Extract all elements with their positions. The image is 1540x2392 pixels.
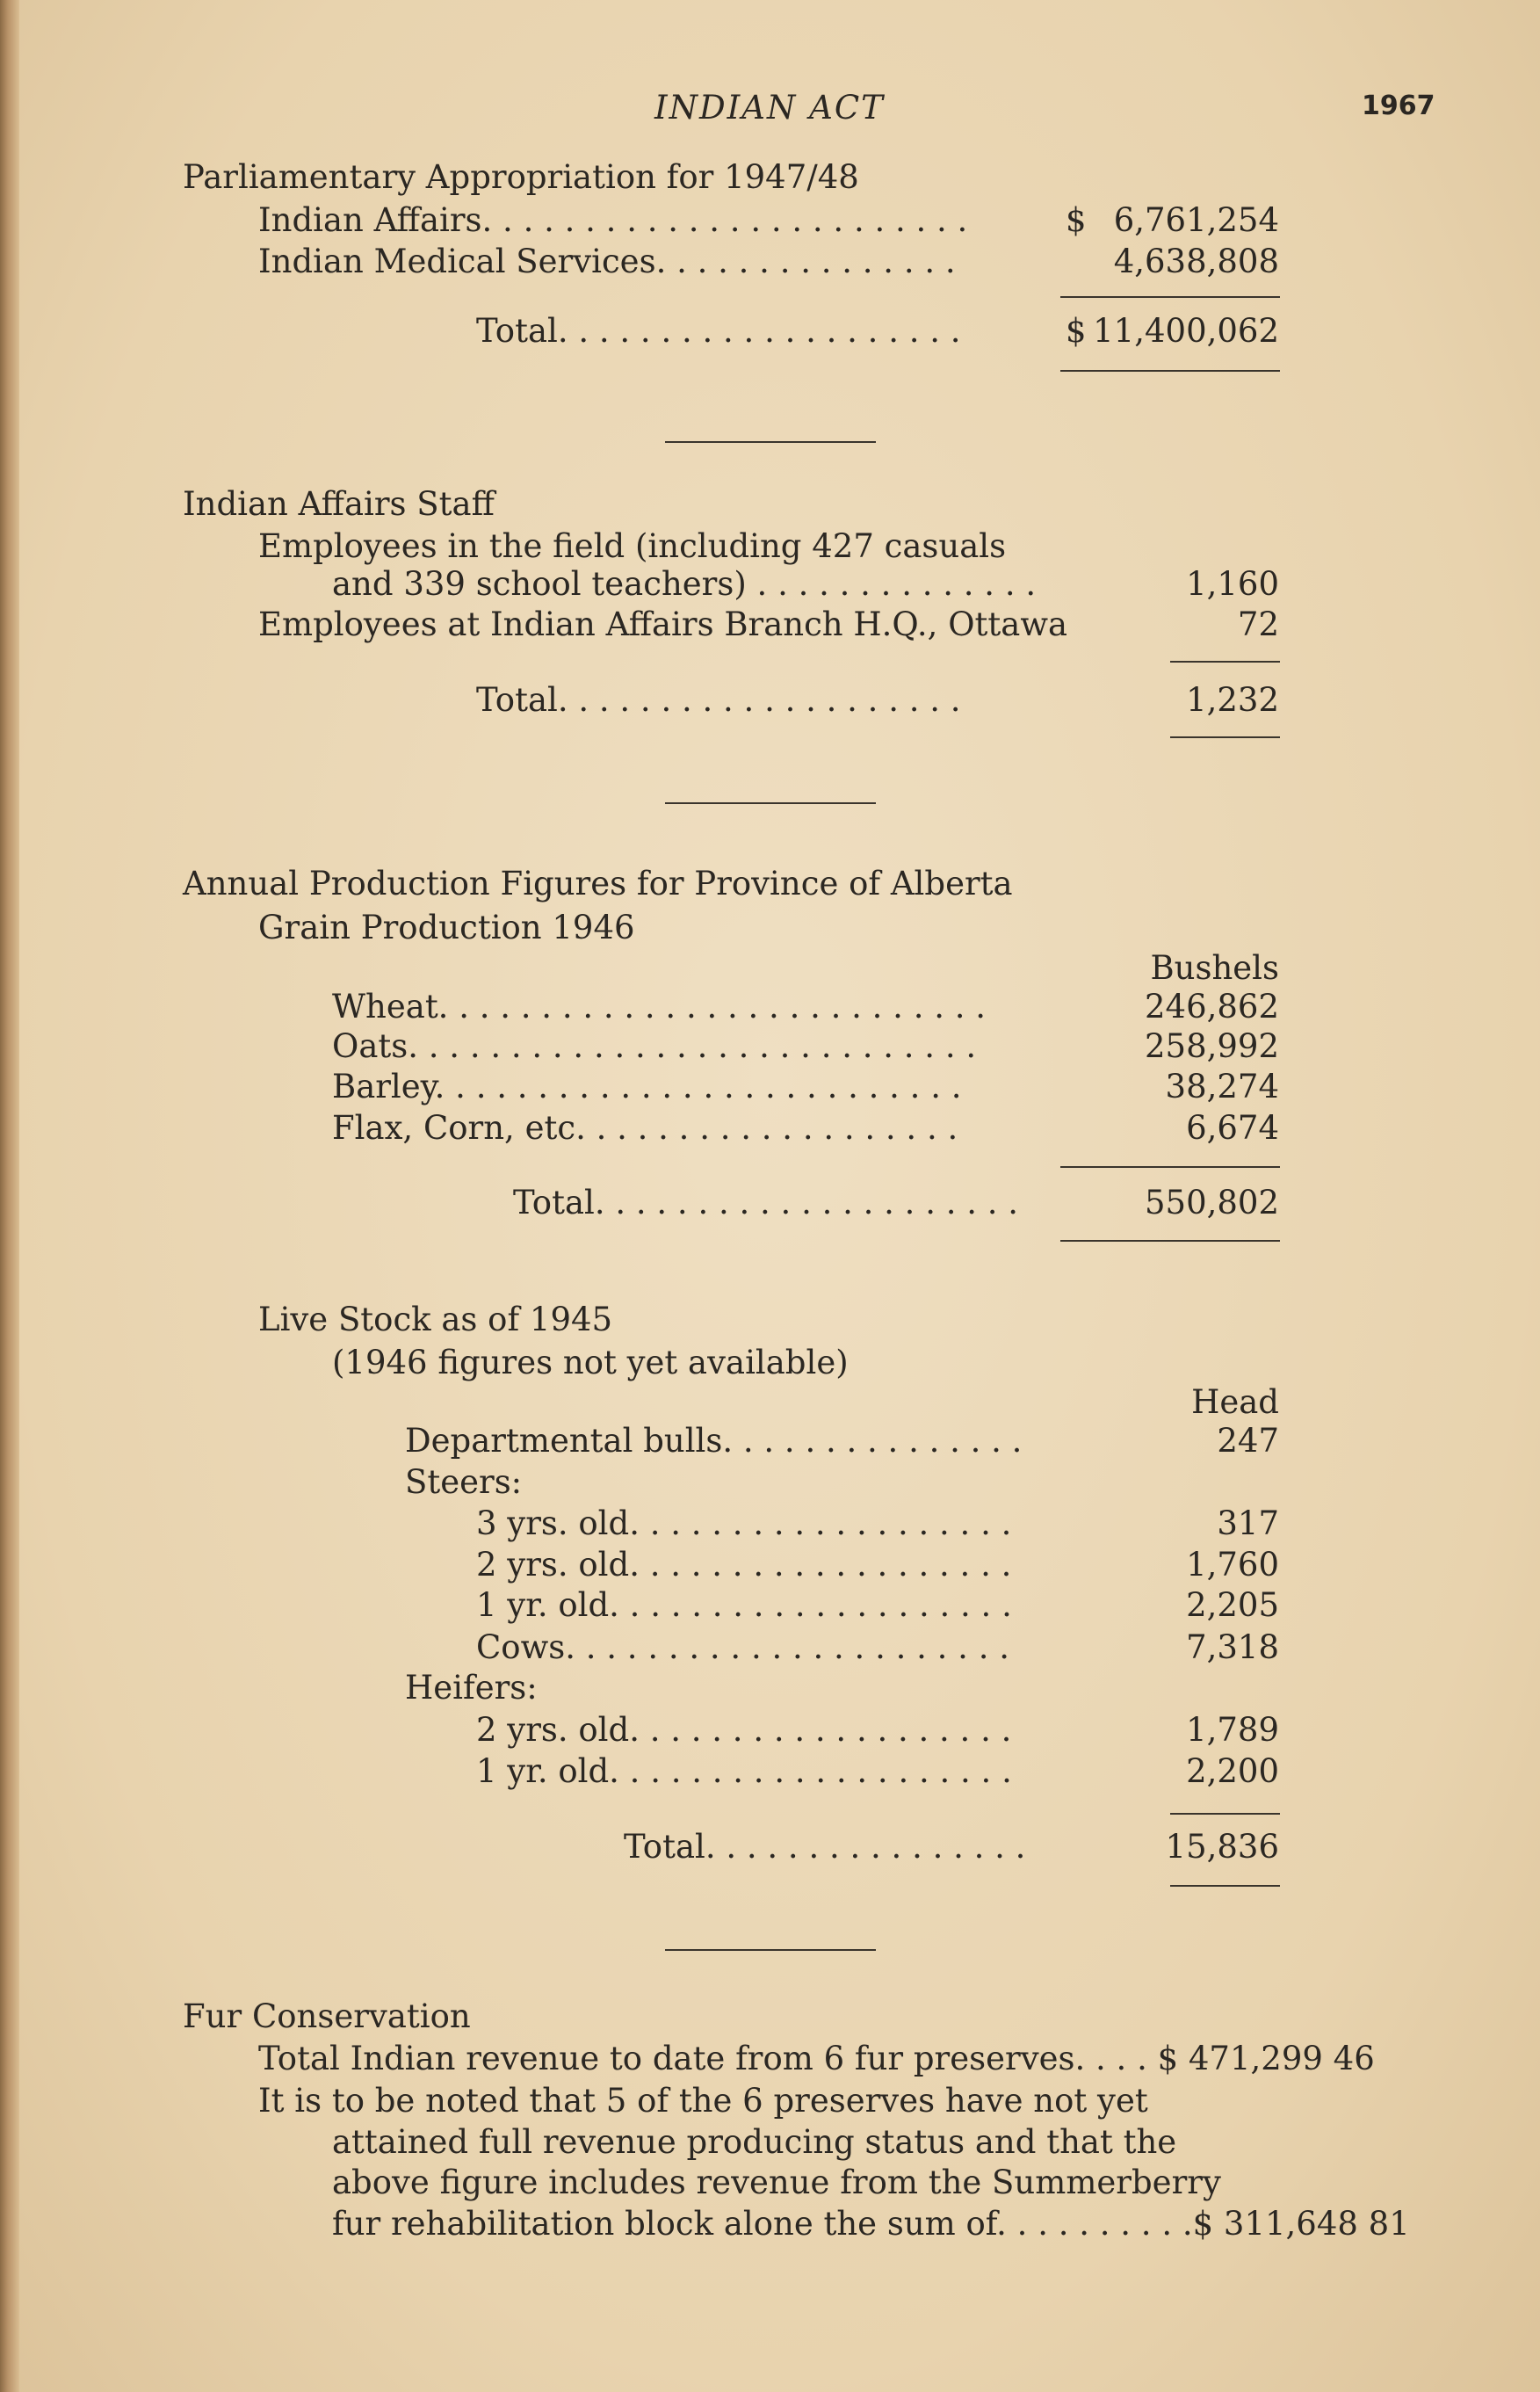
appropriation-row-value: 4,638,808 xyxy=(1113,243,1279,280)
livestock-subtitle: (1946 figures not yet available) xyxy=(332,1344,849,1381)
staff-field-label-cont: and 339 school teachers) . . . . . . . . . . . . . . xyxy=(332,565,1037,603)
grain-row-value: 6,674 xyxy=(1186,1109,1279,1147)
fur-line: above figure includes revenue from the Summerberry xyxy=(332,2164,1221,2201)
page-number: 1967 xyxy=(1362,91,1435,121)
section-separator xyxy=(665,802,876,804)
appropriation-title: Parliamentary Appropriation for 1947/48 xyxy=(183,158,859,196)
fur-line: Total Indian revenue to date from 6 fur preserves. . . . $ 471,299 46 xyxy=(258,2040,1375,2077)
heifers-heading: Heifers: xyxy=(405,1669,538,1707)
total-label: Total. . . . . . . . . . . . . . . . . . . . xyxy=(476,312,961,350)
total-rule xyxy=(1170,1813,1280,1815)
section-separator xyxy=(665,441,876,443)
livestock-row-label: Cows. . . . . . . . . . . . . . . . . . . . . . xyxy=(476,1628,1009,1666)
total-value: 11,400,062 xyxy=(1093,312,1279,350)
unit-heading: Bushels xyxy=(1150,949,1279,987)
total-underline xyxy=(1060,370,1280,372)
fur-title: Fur Conservation xyxy=(183,1997,471,2035)
livestock-row-label: 2 yrs. old. . . . . . . . . . . . . . . . . . . xyxy=(476,1546,1012,1584)
total-label: Total. . . . . . . . . . . . . . . . xyxy=(624,1828,1026,1866)
total-rule xyxy=(1170,661,1280,663)
total-underline xyxy=(1060,1240,1280,1242)
livestock-row-label: 2 yrs. old. . . . . . . . . . . . . . . . . . . xyxy=(476,1711,1012,1749)
staff-hq-value: 72 xyxy=(1237,605,1279,643)
livestock-row-value: 7,318 xyxy=(1186,1628,1279,1666)
unit-heading: Head xyxy=(1191,1383,1279,1421)
livestock-row-value: 317 xyxy=(1217,1504,1279,1542)
running-title: INDIAN ACT xyxy=(654,89,885,127)
livestock-row-label: 3 yrs. old. . . . . . . . . . . . . . . . . . . xyxy=(476,1504,1012,1542)
total-label: Total. . . . . . . . . . . . . . . . . . . . . xyxy=(513,1184,1019,1221)
total-label: Total. . . . . . . . . . . . . . . . . . . . xyxy=(476,681,961,719)
production-title: Annual Production Figures for Province of Alberta xyxy=(183,865,1013,902)
total-value: 1,232 xyxy=(1186,681,1279,719)
grain-row-label: Barley. . . . . . . . . . . . . . . . . . . . . . . . . . xyxy=(332,1068,962,1105)
staff-field-value: 1,160 xyxy=(1186,565,1279,603)
livestock-row-label: Departmental bulls. . . . . . . . . . . . . . . xyxy=(405,1422,1023,1460)
appropriation-row-value: 6,761,254 xyxy=(1113,201,1279,239)
fur-line: attained full revenue producing status and that the xyxy=(332,2123,1177,2161)
total-underline xyxy=(1170,736,1280,738)
total-value: 550,802 xyxy=(1144,1184,1279,1221)
livestock-row-value: 2,200 xyxy=(1186,1752,1279,1790)
total-value: 15,836 xyxy=(1165,1828,1279,1866)
staff-title: Indian Affairs Staff xyxy=(183,485,495,523)
grain-row-value: 38,274 xyxy=(1165,1068,1279,1105)
fur-line: It is to be noted that 5 of the 6 preserves have not yet xyxy=(258,2082,1148,2120)
livestock-row-value: 247 xyxy=(1217,1422,1279,1460)
livestock-row-value: 1,760 xyxy=(1186,1546,1279,1584)
steers-heading: Steers: xyxy=(405,1463,523,1501)
livestock-row-label: 1 yr. old. . . . . . . . . . . . . . . . . . . . xyxy=(476,1586,1012,1624)
livestock-row-value: 2,205 xyxy=(1186,1586,1279,1624)
grain-row-value: 246,862 xyxy=(1144,988,1279,1026)
total-rule xyxy=(1060,1166,1280,1168)
livestock-row-label: 1 yr. old. . . . . . . . . . . . . . . . . . . . xyxy=(476,1752,1012,1790)
grain-row-label: Flax, Corn, etc. . . . . . . . . . . . . . . . . . . xyxy=(332,1109,958,1147)
total-underline xyxy=(1170,1885,1280,1887)
staff-field-label: Employees in the field (including 427 casuals xyxy=(258,527,1007,565)
page-binding-edge xyxy=(0,0,19,2392)
fur-line: fur rehabilitation block alone the sum of. . . . . . . . . .$ 311,648 81 xyxy=(332,2205,1410,2243)
appropriation-row-label: Indian Affairs. . . . . . . . . . . . . . . . . . . . . . . . xyxy=(258,201,968,239)
staff-hq-label: Employees at Indian Affairs Branch H.Q., Ottawa xyxy=(258,605,1068,643)
grain-row-label: Wheat. . . . . . . . . . . . . . . . . . . . . . . . . . . xyxy=(332,988,987,1026)
grain-row-label: Oats. . . . . . . . . . . . . . . . . . . . . . . . . . . . xyxy=(332,1027,977,1065)
total-rule xyxy=(1060,296,1280,298)
dollar-sign: $ xyxy=(1066,312,1087,350)
livestock-title: Live Stock as of 1945 xyxy=(258,1301,613,1338)
dollar-sign: $ xyxy=(1066,201,1087,239)
appropriation-row-label: Indian Medical Services. . . . . . . . . . . . . . . xyxy=(258,243,956,280)
grain-row-value: 258,992 xyxy=(1144,1027,1279,1065)
grain-title: Grain Production 1946 xyxy=(258,909,635,946)
section-separator xyxy=(665,1949,876,1951)
livestock-row-value: 1,789 xyxy=(1186,1711,1279,1749)
